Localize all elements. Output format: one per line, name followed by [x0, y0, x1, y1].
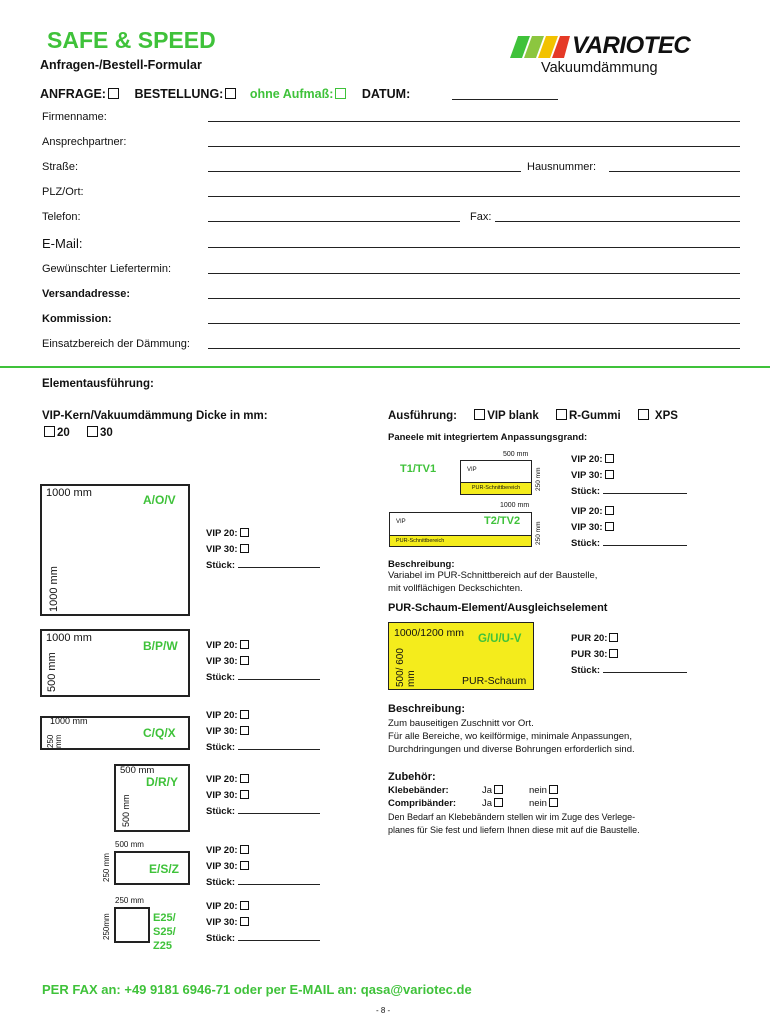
t1-code: T1/TV1 [400, 463, 437, 475]
shape-c-top-label: 1000 mm [50, 716, 88, 726]
liefertermin-label: Gewünschter Liefertermin: [42, 263, 171, 275]
zubehoer-text-2: planes für Sie fest und liefern Ihnen diese mit auf die Baustelle. [388, 825, 640, 835]
shape-c-vip20-checkbox[interactable] [240, 710, 249, 719]
shape-d-top-label: 500 mm [120, 765, 155, 776]
ausfuehrung-label: Ausführung: [388, 410, 457, 422]
r-gummi-checkbox[interactable] [556, 409, 567, 420]
email-label: E-Mail: [42, 236, 83, 251]
shape-a-options [206, 526, 320, 574]
compri-ja-label: Ja [482, 798, 493, 809]
pur-stueck-label: Stück: [571, 665, 601, 676]
shape-b-vip30-label: VIP 30: [206, 656, 238, 667]
plz-label: PLZ/Ort: [42, 186, 84, 198]
form-subtitle: Anfragen-/Bestell-Formular [40, 58, 202, 72]
shape-c-stueck-field[interactable] [238, 740, 320, 750]
pur-dim-top: 1000/1200 mm [394, 627, 465, 639]
shape-c-options [206, 708, 320, 756]
pur-options [571, 631, 687, 679]
thickness-20-label: 20 [57, 427, 70, 439]
einsatzbereich-field[interactable] [208, 348, 740, 349]
shape-a-vip20-label: VIP 20: [206, 528, 238, 539]
pur-code: G/U/U-V [478, 633, 522, 645]
shape-a-vip20-checkbox[interactable] [240, 528, 249, 537]
logo-text: VARIOTEC [572, 32, 691, 59]
t2-code: T2/TV2 [484, 515, 521, 527]
shape-b-options [206, 638, 320, 686]
shape-c-vip30-label: VIP 30: [206, 726, 238, 737]
datum-label: DATUM: [361, 87, 411, 101]
pur20-label: PUR 20: [571, 633, 608, 644]
t1-vip20-label: VIP 20: [571, 454, 603, 465]
elements-heading: Elementausführung: [42, 378, 154, 390]
thickness-30-checkbox[interactable] [87, 426, 98, 437]
pur-beschreibung-line-1: Zum bauseitigen Zuschnitt vor Ort. [388, 718, 534, 729]
page-number: - 8 - [376, 1006, 391, 1015]
shape-b-code: B/P/W [143, 639, 178, 653]
t2-vip30-checkbox[interactable] [605, 522, 614, 531]
pur-beschreibung-line-3: Durchdringungen und diverse Bohrungen erforderlich sind. [388, 744, 635, 755]
einsatzbereich-label: Einsatzbereich der Dämmung: [42, 338, 190, 350]
telefon-field[interactable] [208, 221, 460, 222]
shape-e25-top-label: 250 mm [115, 896, 144, 905]
logo-subtitle: Vakuumdämmung [541, 60, 658, 76]
shape-c-vip20-label: VIP 20: [206, 710, 238, 721]
zubehoer-heading: Zubehör: [388, 771, 436, 783]
shape-b-vip20-label: VIP 20: [206, 640, 238, 651]
t2-dim-top: 1000 mm [500, 502, 530, 509]
pur-heading: PUR-Schaum-Element/Ausgleichselement [388, 602, 608, 614]
shape-d-vip20-label: VIP 20: [206, 774, 238, 785]
shape-a-top-label: 1000 mm [46, 487, 92, 499]
ausfuehrung-line [388, 410, 678, 422]
shape-e25-vip30-label: VIP 30: [206, 917, 238, 928]
compri-nein-checkbox[interactable] [549, 798, 558, 807]
t2-pur-zone: PUR-Schnittbereich [390, 535, 531, 546]
pur-beschreibung-heading: Beschreibung: [388, 703, 466, 715]
shape-e-code: E/S/Z [149, 862, 180, 876]
t2-stueck-label: Stück: [571, 538, 601, 549]
shape-e25-vip30-checkbox[interactable] [240, 917, 249, 926]
kommission-label: Kommission: [42, 313, 112, 325]
shape-e-vip30-label: VIP 30: [206, 861, 238, 872]
shape-e25-box [114, 907, 150, 943]
xps-checkbox[interactable] [638, 409, 649, 420]
bestellung-checkbox[interactable] [225, 88, 236, 99]
request-type-line [40, 87, 410, 101]
klebe-nein-checkbox[interactable] [549, 785, 558, 794]
ansprechpartner-label: Ansprechpartner: [42, 136, 127, 148]
shape-c-code: C/Q/X [143, 726, 176, 740]
strasse-field[interactable] [208, 171, 521, 172]
footer-contact: PER FAX an: +49 9181 6946-71 oder per E-MAIL an: qasa@variotec.de [42, 982, 472, 997]
shape-e-vip30-checkbox[interactable] [240, 861, 249, 870]
paneele-heading: Paneele mit integriertem Anpassungsgrand: [388, 432, 588, 443]
shape-e-options [206, 843, 320, 891]
hausnummer-field[interactable] [609, 171, 740, 172]
pur-element-box [388, 622, 534, 690]
shape-a-vip30-checkbox[interactable] [240, 544, 249, 553]
shape-b-vip30-checkbox[interactable] [240, 656, 249, 665]
shape-b-stueck-label: Stück: [206, 672, 236, 683]
vip-blank-label: VIP blank [487, 410, 539, 422]
r-gummi-label: R-Gummi [568, 410, 621, 422]
klebe-ja-label: Ja [482, 785, 493, 796]
vip-blank-checkbox[interactable] [474, 409, 485, 420]
telefon-label: Telefon: [42, 211, 81, 223]
shape-c-vip30-checkbox[interactable] [240, 726, 249, 735]
bestellung-label: BESTELLUNG: [134, 87, 224, 101]
shape-a-stueck-field[interactable] [238, 558, 320, 568]
t2-dim-side: 250 mm [535, 521, 542, 545]
firmenname-label: Firmenname: [42, 111, 107, 123]
shape-e25-code: E25/ S25/ Z25 [153, 912, 176, 952]
compri-ja-checkbox[interactable] [494, 798, 503, 807]
zubehoer-text-1: Den Bedarf an Klebebändern stellen wir im Zuge des Verlege- [388, 812, 636, 822]
ansprechpartner-field[interactable] [208, 146, 740, 147]
hausnummer-label: Hausnummer: [527, 161, 597, 173]
klebe-ja [482, 785, 505, 798]
email-field[interactable] [208, 247, 740, 248]
pur30-label: PUR 30: [571, 649, 608, 660]
klebe-ja-checkbox[interactable] [494, 785, 503, 794]
shape-a-vip30-label: VIP 30: [206, 544, 238, 555]
shape-e-vip20-checkbox[interactable] [240, 845, 249, 854]
shape-b-side-label: 500 mm [46, 652, 58, 692]
pur-beschreibung-line-2: Für alle Bereiche, wo keilförmige, minimale Anpassungen, [388, 731, 632, 742]
firmenname-field[interactable] [208, 121, 740, 122]
t1-vip30-checkbox[interactable] [605, 470, 614, 479]
variotec-logo [510, 34, 730, 60]
t2-vip20-label: VIP 20: [571, 506, 603, 517]
shape-d-options [206, 772, 320, 820]
shape-b-top-label: 1000 mm [46, 632, 92, 644]
t2-vip-label: VIP [396, 519, 406, 525]
shape-e-stueck-label: Stück: [206, 877, 236, 888]
xps-label: XPS [654, 410, 678, 422]
shape-d-side-label: 500 mm [121, 794, 131, 827]
t1-vip-label: VIP [467, 467, 477, 473]
klebe-label: Klebebänder: [388, 785, 449, 796]
t2-panel [389, 512, 532, 547]
compri-label: Compribänder: [388, 798, 457, 809]
shape-c-stueck-label: Stück: [206, 742, 236, 753]
fax-label: Fax: [470, 211, 492, 223]
versandadresse-field[interactable] [208, 298, 740, 299]
shape-d-stueck-label: Stück: [206, 806, 236, 817]
compri-nein [529, 798, 560, 811]
anfrage-checkbox[interactable] [108, 88, 119, 99]
shape-e25-vip20-label: VIP 20: [206, 901, 238, 912]
versandadresse-label: Versandadresse: [42, 288, 131, 300]
paneele-beschreibung-text: Variabel im PUR-Schnittbereich auf der Baustelle, mit vollflächigen Deckschichten. [388, 570, 598, 594]
vip-thickness-heading: VIP-Kern/Vakuumdämmung Dicke in mm: [42, 410, 268, 422]
thickness-30-label: 30 [100, 427, 113, 439]
ohne-aufmass-label: ohne Aufmaß: [249, 87, 334, 101]
shape-e25-options [206, 899, 320, 947]
shape-d-stueck-field[interactable] [238, 804, 320, 814]
shape-d-vip20-checkbox[interactable] [240, 774, 249, 783]
strasse-label: Straße: [42, 161, 79, 173]
shape-a-side-label: 1000 mm [48, 566, 60, 612]
kommission-field[interactable] [208, 323, 740, 324]
logo-stripes-icon [510, 36, 570, 60]
shape-e-side-label: 250 mm [102, 853, 111, 882]
t1-options [571, 452, 687, 500]
ohne-aufmass-checkbox[interactable] [335, 88, 346, 99]
klebe-nein-label: nein [529, 785, 547, 796]
form-title: SAFE & SPEED [47, 27, 216, 53]
shape-a-code: A/O/V [143, 493, 176, 507]
t1-vip30-label: VIP 30: [571, 470, 603, 481]
pur-side-label: 500/ 600 mm [395, 648, 417, 687]
shape-b-vip20-checkbox[interactable] [240, 640, 249, 649]
thickness-20-checkbox[interactable] [44, 426, 55, 437]
t1-pur-zone: PUR-Schnittbereich [461, 482, 531, 494]
shape-e-stueck-field[interactable] [238, 875, 320, 885]
shape-e-top-label: 500 mm [115, 840, 144, 849]
t2-vip20-checkbox[interactable] [605, 506, 614, 515]
anfrage-label: ANFRAGE: [40, 87, 106, 101]
t2-stueck-field[interactable] [603, 536, 687, 546]
datum-field[interactable] [452, 99, 558, 100]
t1-stueck-label: Stück: [571, 486, 601, 497]
shape-e25-stueck-label: Stück: [206, 933, 236, 944]
section-divider [0, 366, 770, 368]
pur-stueck-field[interactable] [603, 663, 687, 673]
paneele-beschreibung-heading: Beschreibung: [388, 559, 455, 570]
thickness-options [42, 427, 113, 439]
pur30-checkbox[interactable] [609, 649, 618, 658]
pur20-checkbox[interactable] [609, 633, 618, 642]
t1-stueck-field[interactable] [603, 484, 687, 494]
shape-d-vip30-checkbox[interactable] [240, 790, 249, 799]
fax-field[interactable] [495, 221, 740, 222]
shape-d-code: D/R/Y [146, 775, 179, 789]
shape-e25-side-label: 250mm [102, 913, 111, 940]
plz-field[interactable] [208, 196, 740, 197]
liefertermin-field[interactable] [208, 273, 740, 274]
klebe-nein [529, 785, 560, 798]
pur-name-label: PUR-Schaum [462, 675, 527, 687]
shape-a-stueck-label: Stück: [206, 560, 236, 571]
compri-ja [482, 798, 505, 811]
t1-vip20-checkbox[interactable] [605, 454, 614, 463]
shape-d-vip30-label: VIP 30: [206, 790, 238, 801]
t2-options [571, 504, 687, 552]
shape-c-side-label: 250 mm [46, 734, 63, 748]
shape-e25-vip20-checkbox[interactable] [240, 901, 249, 910]
t1-dim-top: 500 mm [503, 451, 529, 458]
shape-e25-stueck-field[interactable] [238, 931, 320, 941]
compri-nein-label: nein [529, 798, 547, 809]
t2-vip30-label: VIP 30: [571, 522, 603, 533]
t1-dim-side: 250 mm [535, 467, 542, 491]
t1-panel [460, 460, 532, 495]
shape-b-stueck-field[interactable] [238, 670, 320, 680]
shape-e-vip20-label: VIP 20: [206, 845, 238, 856]
